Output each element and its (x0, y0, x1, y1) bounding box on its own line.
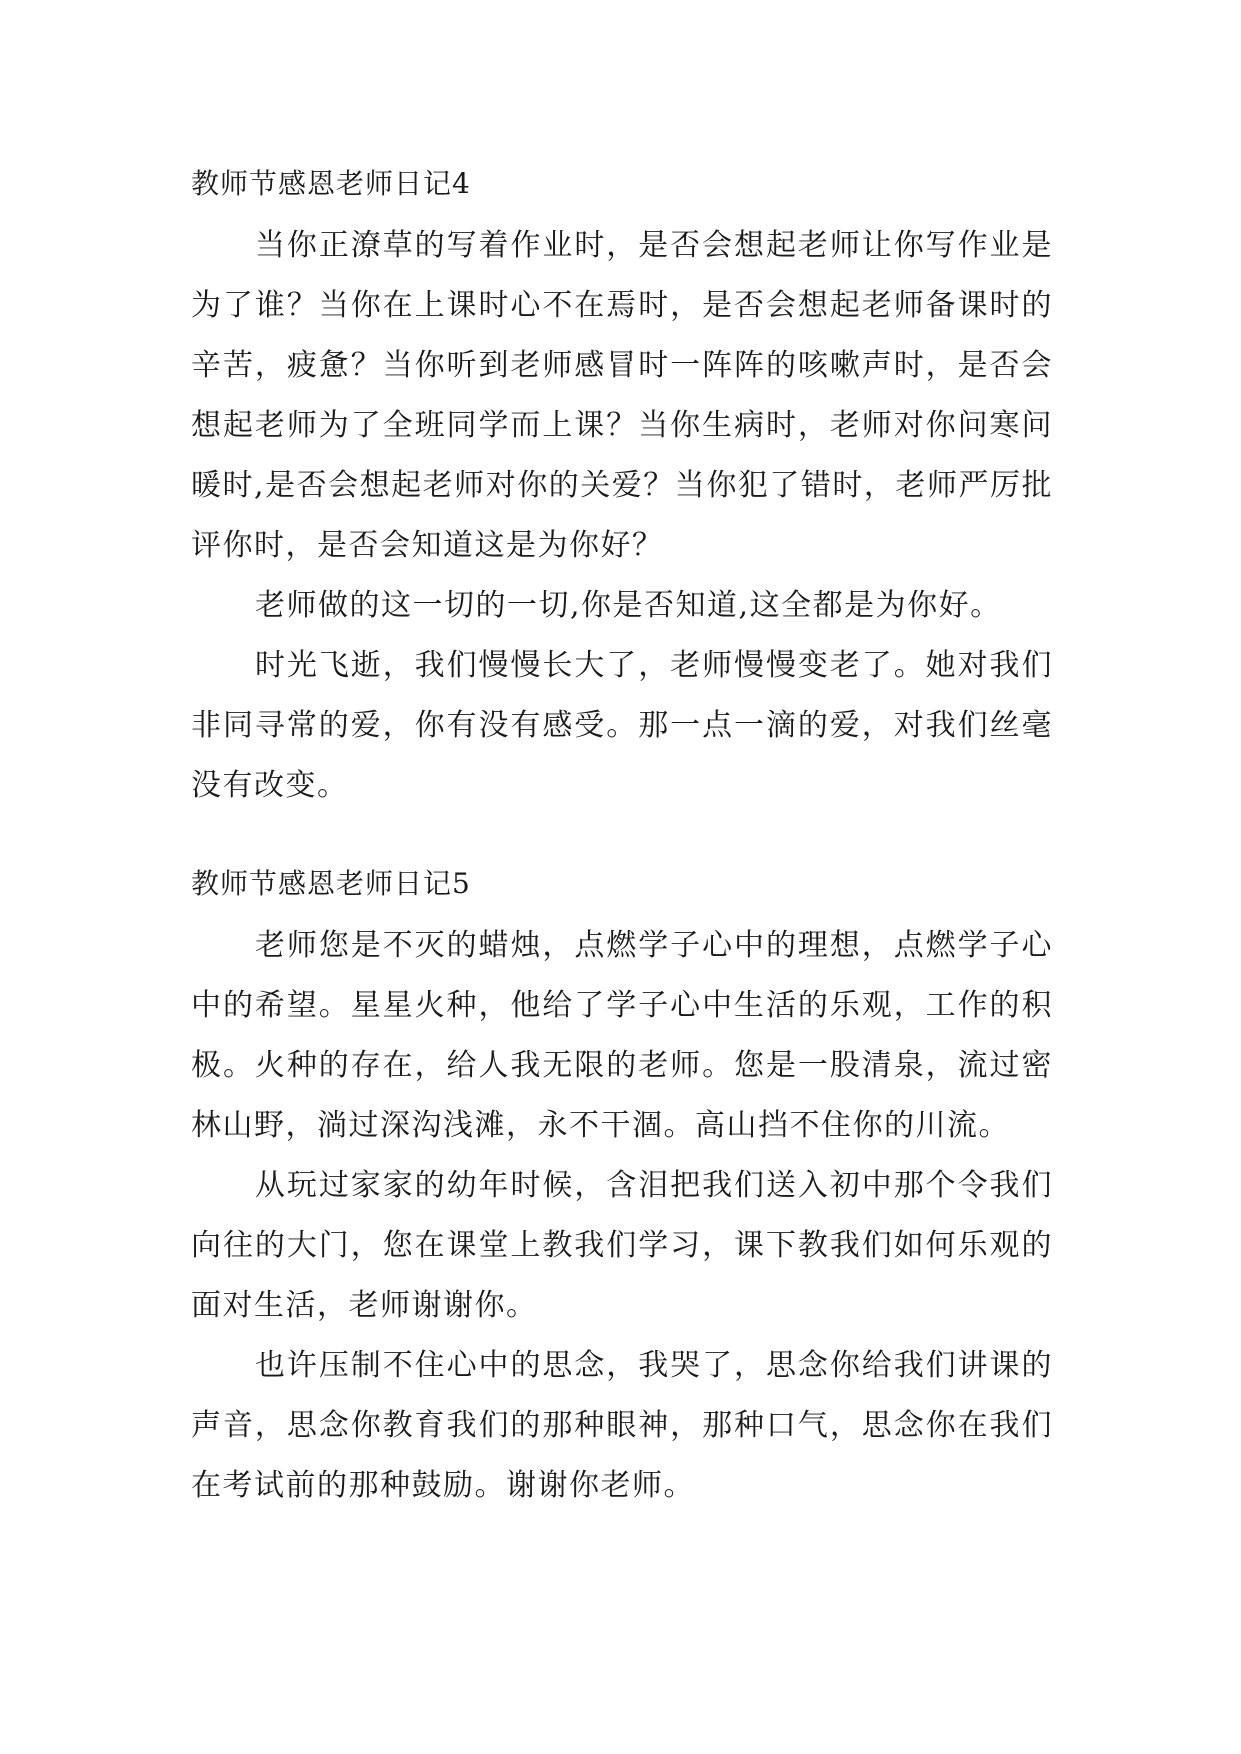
paragraph: 老师做的这一切的一切,你是否知道,这全都是为你好。 (255, 588, 1002, 623)
paragraph: 从玩过家家的幼年时候，含泪把我们送入初中那个令我们向往的大门，您在课堂上教我们学习，课下教我们如何乐观的面对生活，老师谢谢你。 (191, 1168, 1053, 1323)
paragraph: 当你正潦草的写着作业时，是否会想起老师让你写作业是为了谁？当你在上课时心不在焉时，是否会想起老师备课时的辛苦，疲惫？当你听到老师感冒时一阵阵的咳嗽声时，是否会想起老师为了全班同学而上课？当你生病时，老师对你问寒问暖时,是否会想起老师对你的关爱？当你犯了错时，老师严厉批评你时，是否会知道这是为你好？ (191, 228, 1053, 563)
diary-section-4 (191, 160, 1053, 816)
section-heading: 教师节感恩老师日记5 (191, 867, 471, 900)
section-heading: 教师节感恩老师日记4 (191, 167, 471, 200)
paragraph: 老师您是不灭的蜡烛，点燃学子心中的理想，点燃学子心中的希望。星星火种，他给了学子心中生活的乐观，工作的积极。火种的存在，给人我无限的老师。您是一股清泉，流过密林山野，淌过深沟浅滩，永不干涸。高山挡不住你的川流。 (191, 928, 1053, 1143)
paragraph: 时光飞逝，我们慢慢长大了，老师慢慢变老了。她对我们非同寻常的爱，你有没有感受。那一点一滴的爱，对我们丝毫没有改变。 (191, 648, 1053, 803)
diary-section-5 (191, 860, 1053, 1516)
paragraph: 也许压制不住心中的思念，我哭了，思念你给我们讲课的声音，思念你教育我们的那种眼神，那种口气，思念你在我们在考试前的那种鼓励。谢谢你老师。 (191, 1348, 1053, 1503)
